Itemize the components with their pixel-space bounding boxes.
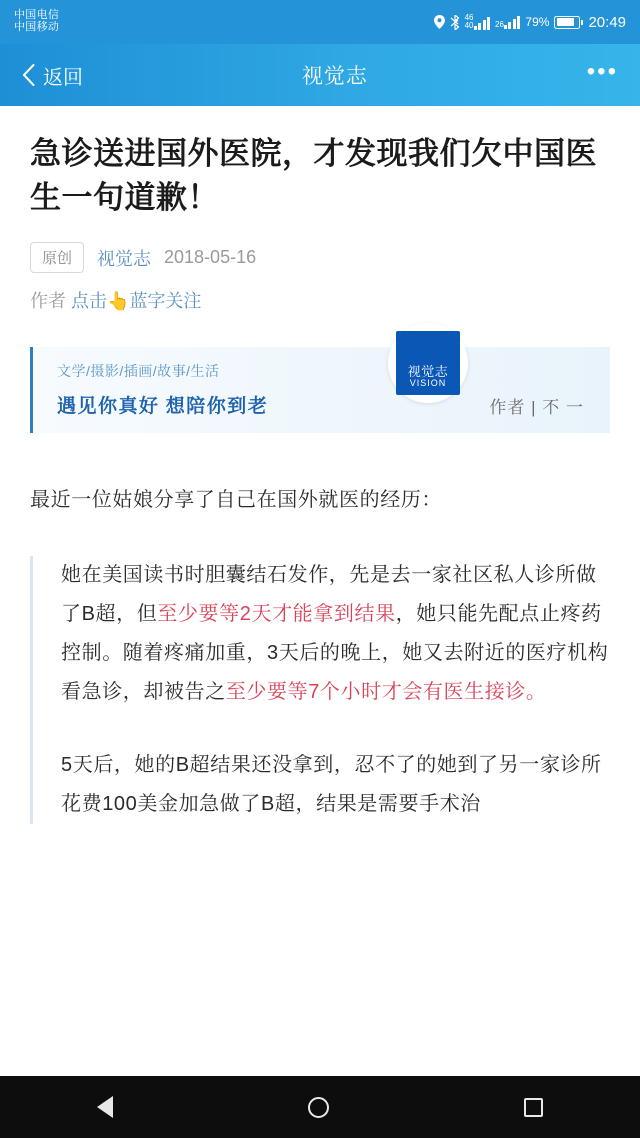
carrier-1-label: 中国电信 — [14, 9, 60, 22]
android-navigation-bar — [0, 1076, 640, 1138]
back-label: 返回 — [43, 66, 83, 89]
page-title: 视觉志 — [301, 65, 368, 88]
quote-paragraph-1 — [61, 556, 610, 712]
android-recents-button[interactable] — [524, 1098, 543, 1117]
battery-percent-label: 79% — [525, 15, 550, 29]
article-content[interactable] — [0, 106, 640, 1076]
status-bar — [0, 0, 640, 44]
account-logo — [388, 323, 468, 403]
chevron-left-icon — [22, 64, 35, 86]
status-icons — [434, 14, 626, 31]
net-type-1: 46 — [464, 13, 474, 22]
battery-icon — [554, 16, 580, 29]
android-back-button[interactable] — [97, 1096, 113, 1118]
quote-1-highlight-1: 至少要等2天才能拿到结果 — [157, 603, 396, 626]
account-name-link[interactable]: 视觉志 — [97, 248, 152, 269]
net-type-1-sub: 40 — [464, 21, 474, 30]
byline — [30, 287, 610, 313]
logo-cn-label: 视觉志 — [407, 363, 449, 379]
net-type-2: 26 — [495, 19, 504, 29]
quote-block — [30, 556, 610, 824]
clock-label: 20:49 — [588, 13, 626, 31]
article-headline: 急诊送进国外医院，才发现我们欠中国医生一句道歉！ — [30, 136, 597, 216]
back-button[interactable] — [22, 61, 83, 90]
navigation-bar — [0, 44, 640, 106]
logo-en-label: VISION — [409, 378, 447, 389]
signal-icon-2 — [495, 16, 520, 29]
original-badge: 原创 — [30, 242, 84, 273]
android-home-button[interactable] — [308, 1097, 329, 1118]
banner-slogan: 遇见你真好 想陪你到老 — [57, 396, 269, 418]
location-icon — [434, 15, 445, 29]
byline-click-label[interactable]: 点击 — [71, 291, 108, 312]
quote-1-part-b: ，她只能先配点止疼药控制。随着疼痛加重，3天后的晚上，她又去附近的医疗机构看急诊，却被告之 — [61, 603, 609, 704]
bluetooth-icon — [450, 15, 460, 30]
carrier-labels — [14, 10, 59, 33]
more-options-button[interactable]: ••• — [586, 58, 618, 85]
byline-prefix: 作者 — [30, 291, 66, 312]
quote-paragraph-2: 5天后，她的B超结果还没拿到，忍不了的她到了另一家诊所花费100美金加急做了B超，结果是需要手术治 — [61, 754, 602, 816]
pointing-hand-icon: 👆 — [107, 291, 130, 312]
banner-categories: 文学/摄影/插画/故事/生活 — [57, 363, 220, 380]
signal-icon — [465, 14, 490, 30]
quote-1-part-a: 她在美国读书时胆囊结石发作，先是去一家社区私人诊所做了B超，但 — [61, 564, 597, 626]
carrier-2-label: 中国移动 — [14, 21, 60, 33]
article-meta — [30, 242, 610, 273]
account-banner — [30, 347, 610, 433]
quote-1-highlight-2: 至少要等7个小时才会有医生接诊。 — [225, 681, 547, 704]
publish-date: 2018-05-16 — [164, 247, 257, 268]
banner-author-label: 作者 | 不 一 — [489, 398, 584, 418]
byline-follow-label[interactable]: 蓝字关注 — [129, 291, 202, 312]
lead-paragraph: 最近一位姑娘分享了自己在国外就医的经历： — [30, 489, 442, 512]
